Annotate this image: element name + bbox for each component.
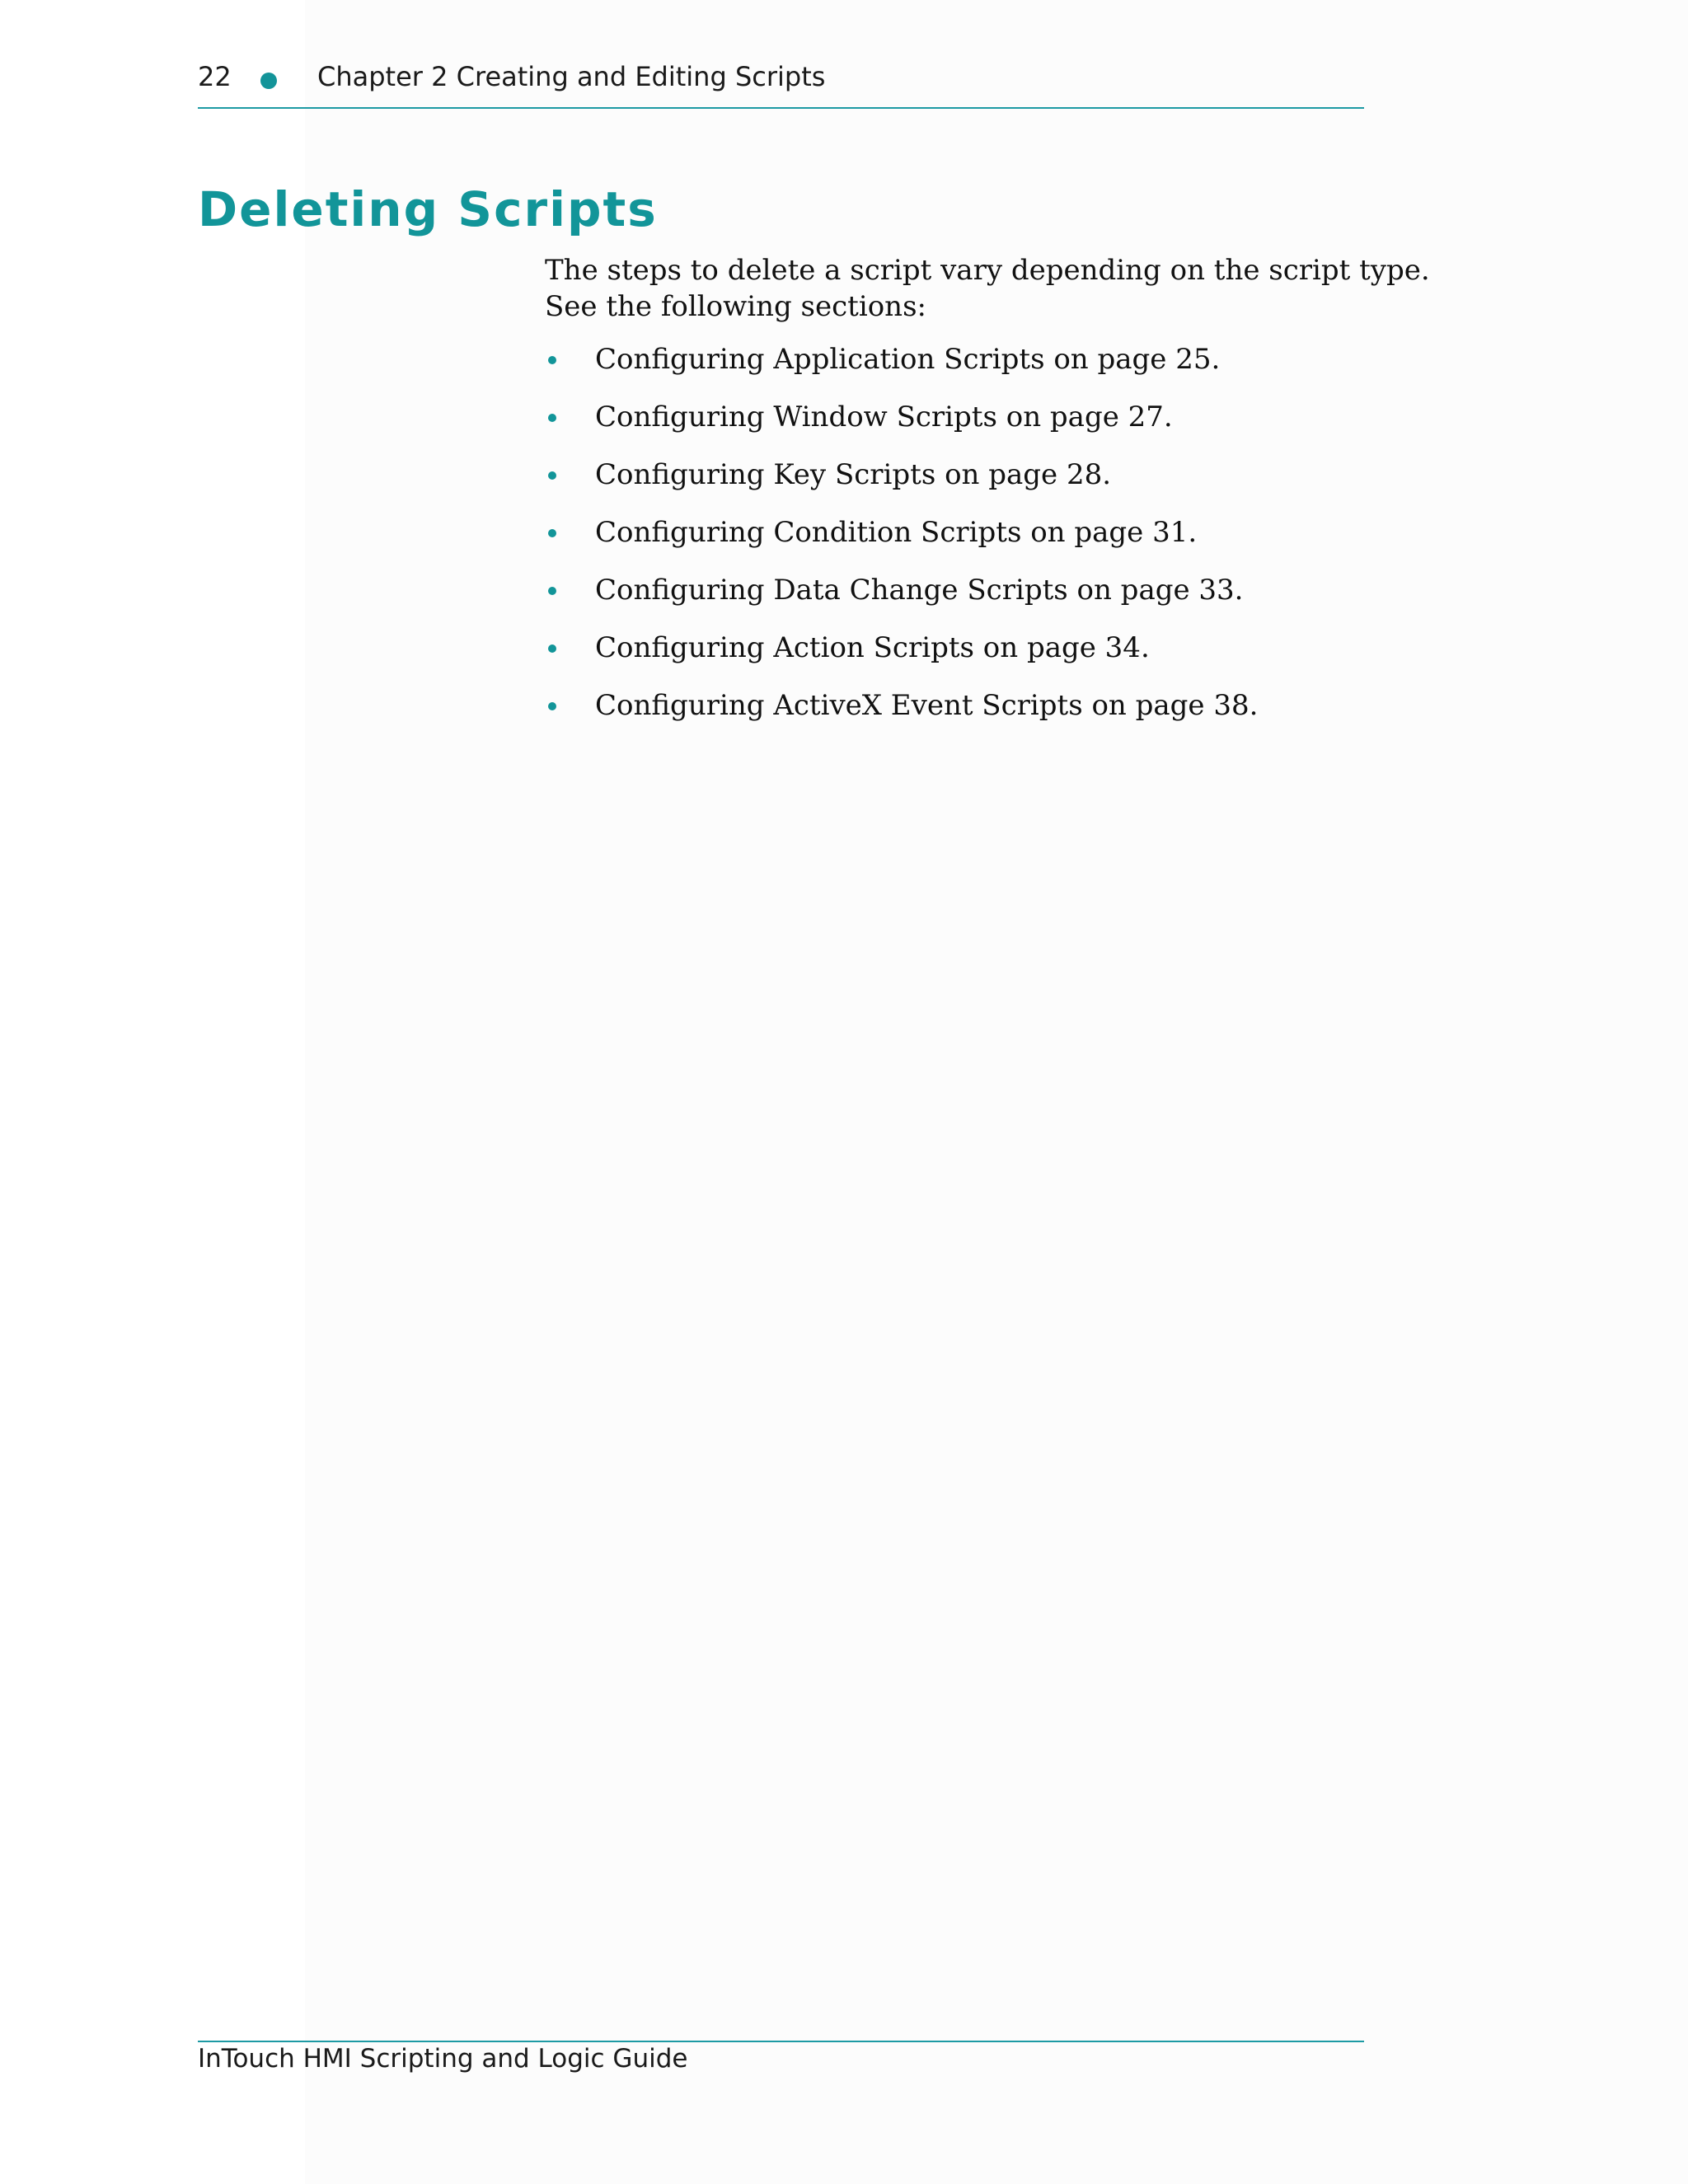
bullet-icon (548, 529, 556, 537)
list-item-text: Configuring Data Change Scripts on page 33. (595, 574, 1244, 607)
intro-paragraph (545, 252, 1430, 325)
page-header (198, 59, 1364, 109)
list-item-text: Configuring Action Scripts on page 34. (595, 631, 1150, 664)
bullet-icon (548, 587, 556, 595)
footer-guide-title: InTouch HMI Scripting and Logic Guide (198, 2044, 688, 2074)
intro-line: The steps to delete a script vary depending on the script type. (545, 254, 1430, 287)
list-item-text: Configuring Window Scripts on page 27. (595, 401, 1173, 434)
list-item (545, 572, 1258, 630)
script-section-list (545, 341, 1258, 745)
bullet-icon (548, 644, 556, 653)
bullet-icon (548, 414, 556, 422)
chapter-title: Chapter 2 Creating and Editing Scripts (317, 61, 826, 92)
list-item-text: Configuring Key Scripts on page 28. (595, 458, 1112, 491)
list-item (545, 399, 1258, 457)
intro-line: See the following sections: (545, 290, 926, 323)
footer-divider (198, 2041, 1364, 2042)
list-item-text: Configuring Condition Scripts on page 31. (595, 516, 1198, 549)
list-item-text: Configuring ActiveX Event Scripts on page 38. (595, 689, 1259, 722)
bullet-icon (548, 702, 556, 710)
header-bullet-icon (260, 73, 277, 89)
list-item-text: Configuring Application Scripts on page 25. (595, 343, 1221, 376)
section-title: Deleting Scripts (198, 181, 658, 237)
bullet-icon (548, 356, 556, 364)
page-background (305, 0, 1688, 2184)
list-item (545, 630, 1258, 687)
list-item (545, 341, 1258, 399)
page-number: 22 (198, 61, 232, 92)
list-item (545, 687, 1258, 745)
list-item (545, 514, 1258, 572)
list-item (545, 457, 1258, 514)
bullet-icon (548, 471, 556, 480)
